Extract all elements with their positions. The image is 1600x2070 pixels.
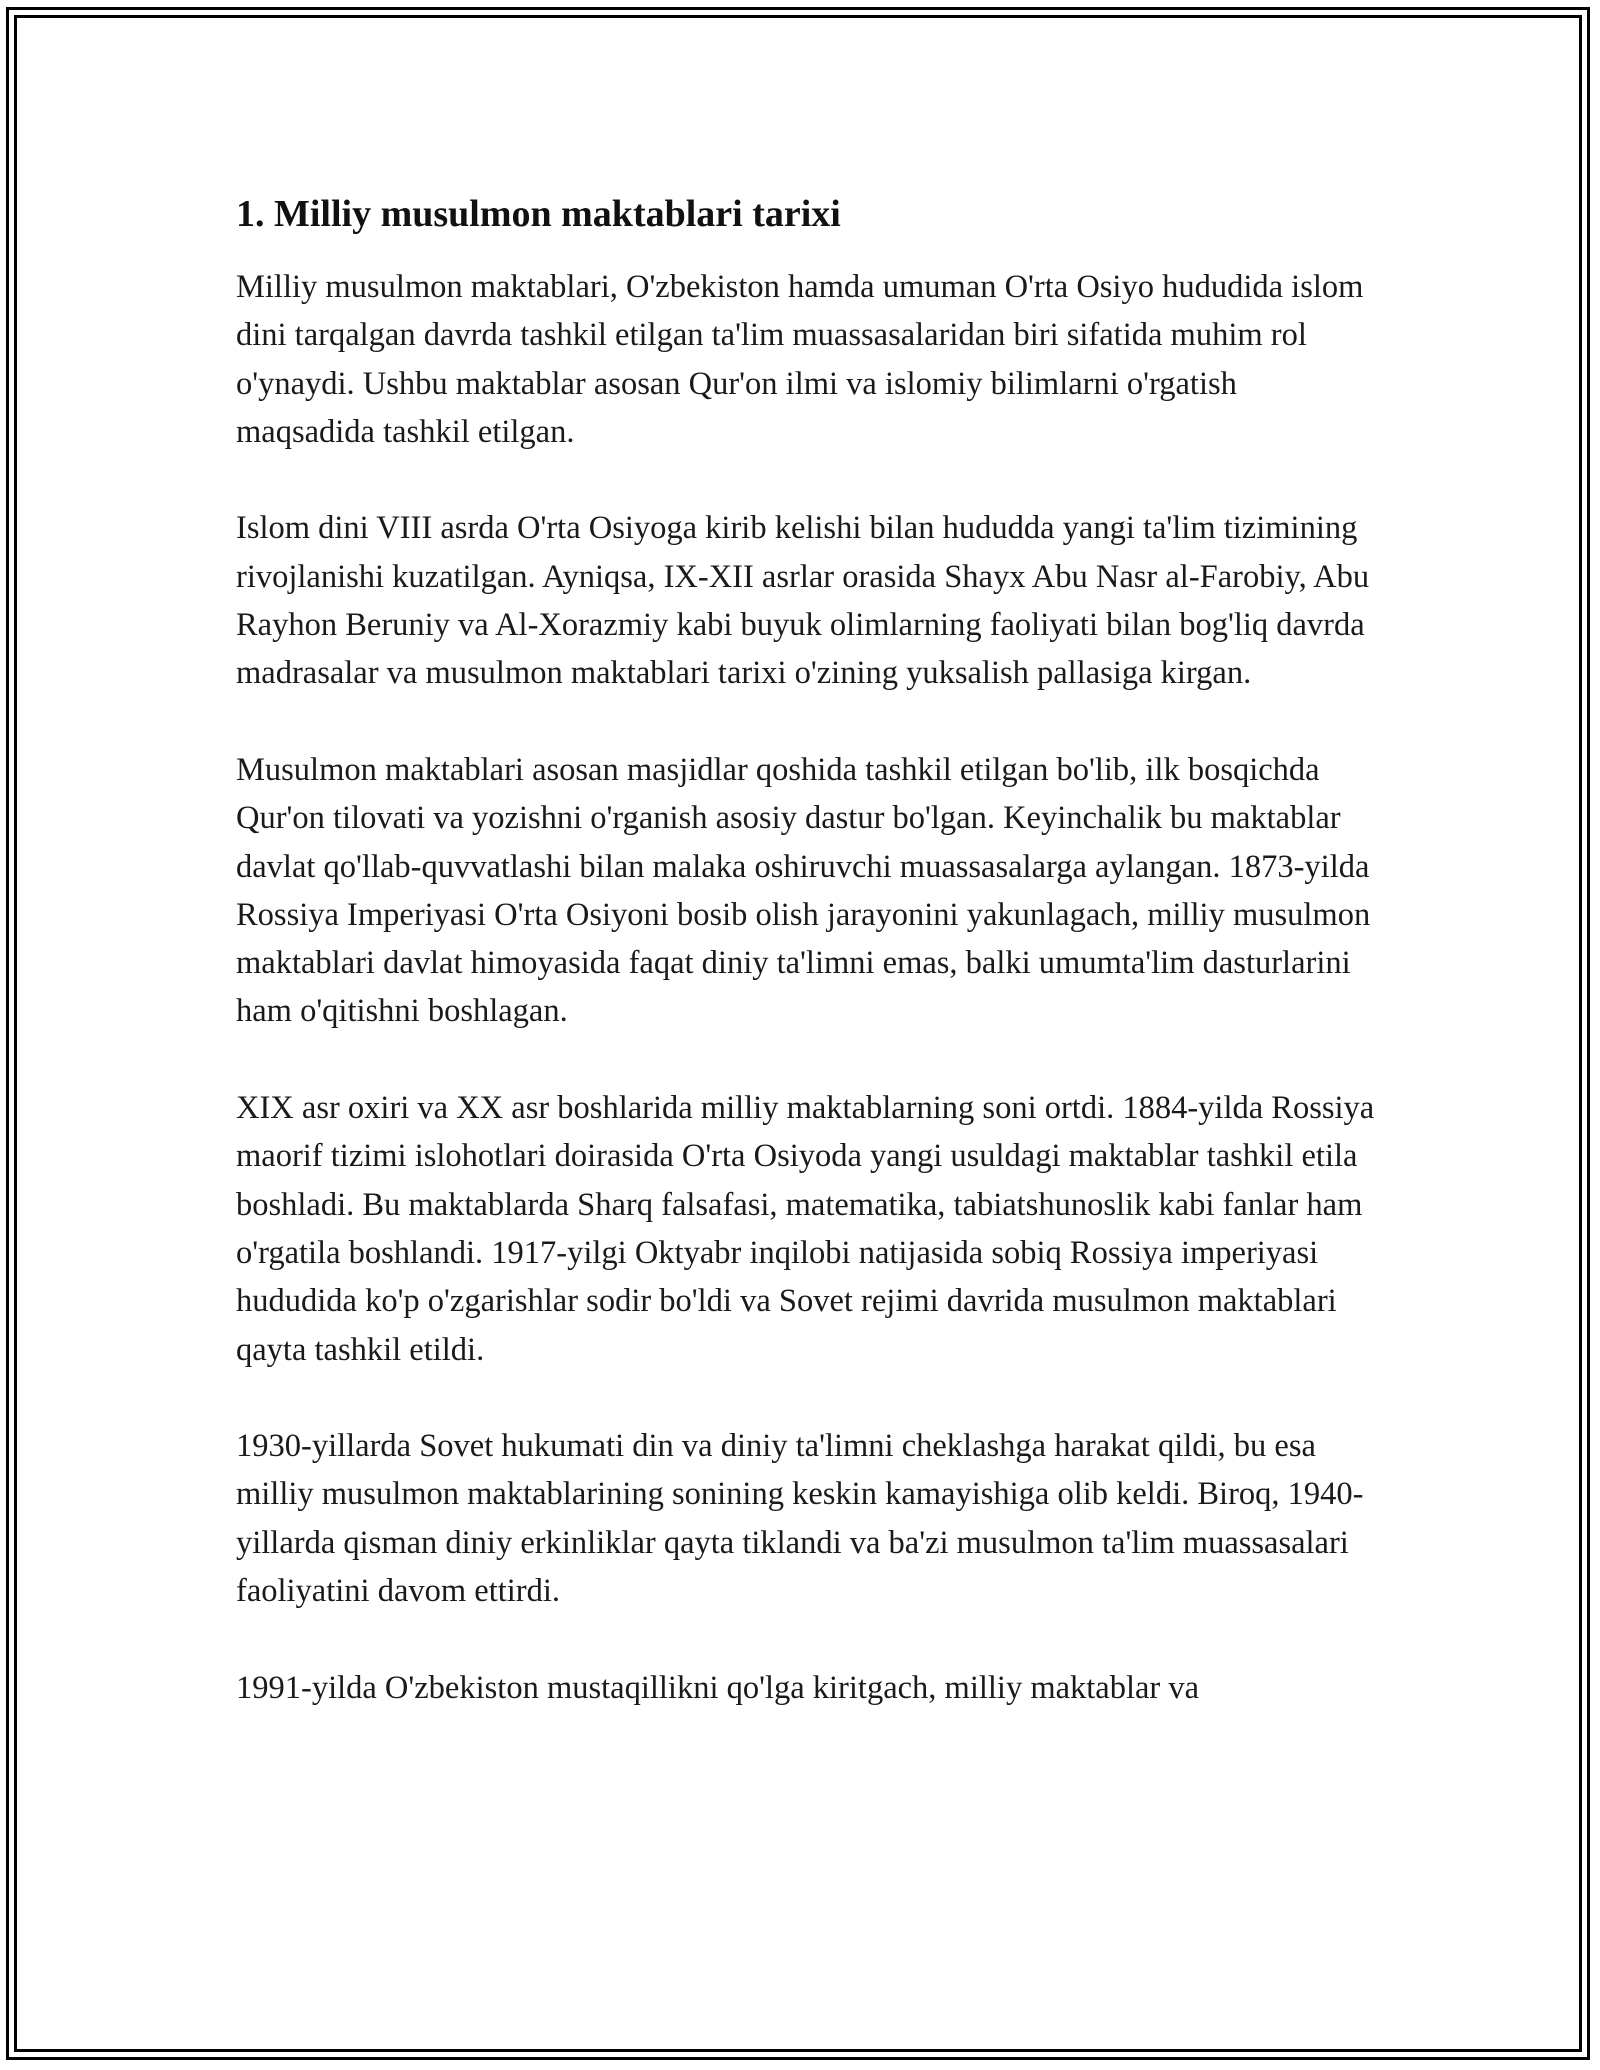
section-heading: 1. Milliy musulmon maktablari tarixi [236, 193, 841, 235]
paragraph-4: XIX asr oxiri va XX asr boshlarida milliy maktablarning soni ortdi. 1884-yilda Rossiya maorif tizimi islohotlari doirasida O'rta Osiyoda yangi usuldagi maktablar tashkil etila boshladi. Bu maktablarda Sharq falsafasi, matematika, tabiatshunoslik kabi fanlar ham o'rgatila boshlandi. 1917-yilgi Oktyabr inqilobi natijasida sobiq Rossiya imperiyasi hududida ko'p o'zgarishlar sodir bo'ldi va Sovet rejimi davrida musulmon maktablari qayta tashkil etildi. [236, 1090, 1375, 1368]
paragraph-2: Islom dini VIII asrda O'rta Osiyoga kirib kelishi bilan hududda yangi ta'lim tizimining rivojlanishi kuzatilgan. Ayniqsa, IX-XII asrlar orasida Shayx Abu Nasr al-Farobiy, Abu Rayhon Beruniy va Al-Xorazmiy kabi buyuk olimlarning faoliyati bilan bog'liq davrda madrasalar va musulmon maktablari tarixi o'zining yuksalish pallasiga kirgan. [236, 510, 1370, 692]
paragraph-3: Musulmon maktablari asosan masjidlar qoshida tashkil etilgan bo'lib, ilk bosqichda Qur'on tilovati va yozishni o'rganish asosiy dastur bo'lgan. Keyinchalik bu maktablar davlat qo'llab-quvvatlashi bilan malaka oshiruvchi muassasalarga aylangan. 1873-yilda Rossiya Imperiyasi O'rta Osiyoni bosib olish jarayonini yakunlagach, milliy musulmon maktablari davlat himoyasida faqat diniy ta'limni emas, balki umumta'lim dasturlarini ham o'qitishni boshlagan. [236, 751, 1371, 1030]
paragraph-5: 1930-yillarda Sovet hukumati din va diniy ta'limni cheklashga harakat qildi, bu esa milliy musulmon maktablarining sonining keskin kamayishiga olib keldi. Biroq, 1940-yillarda qisman diniy erkinliklar qayta tiklandi va ba'zi musulmon ta'lim muassasalari faoliyatini davom ettirdi. [236, 1428, 1364, 1610]
paragraph-6: 1991-yilda O'zbekiston mustaqillikni qo'lga kiritgach, milliy maktablar va [236, 1669, 1200, 1706]
paragraph-1: Milliy musulmon maktablari, O'zbekiston hamda umuman O'rta Osiyo hududida islom dini tarqalgan davrda tashkil etilgan ta'lim muassasalaridan biri sifatida muhim rol o'ynaydi. Ushbu maktablar asosan Qur'on ilmi va islomiy bilimlarni o'rgatish maqsadida tashkil etilgan. [236, 269, 1364, 450]
document-body [236, 185, 1376, 1760]
